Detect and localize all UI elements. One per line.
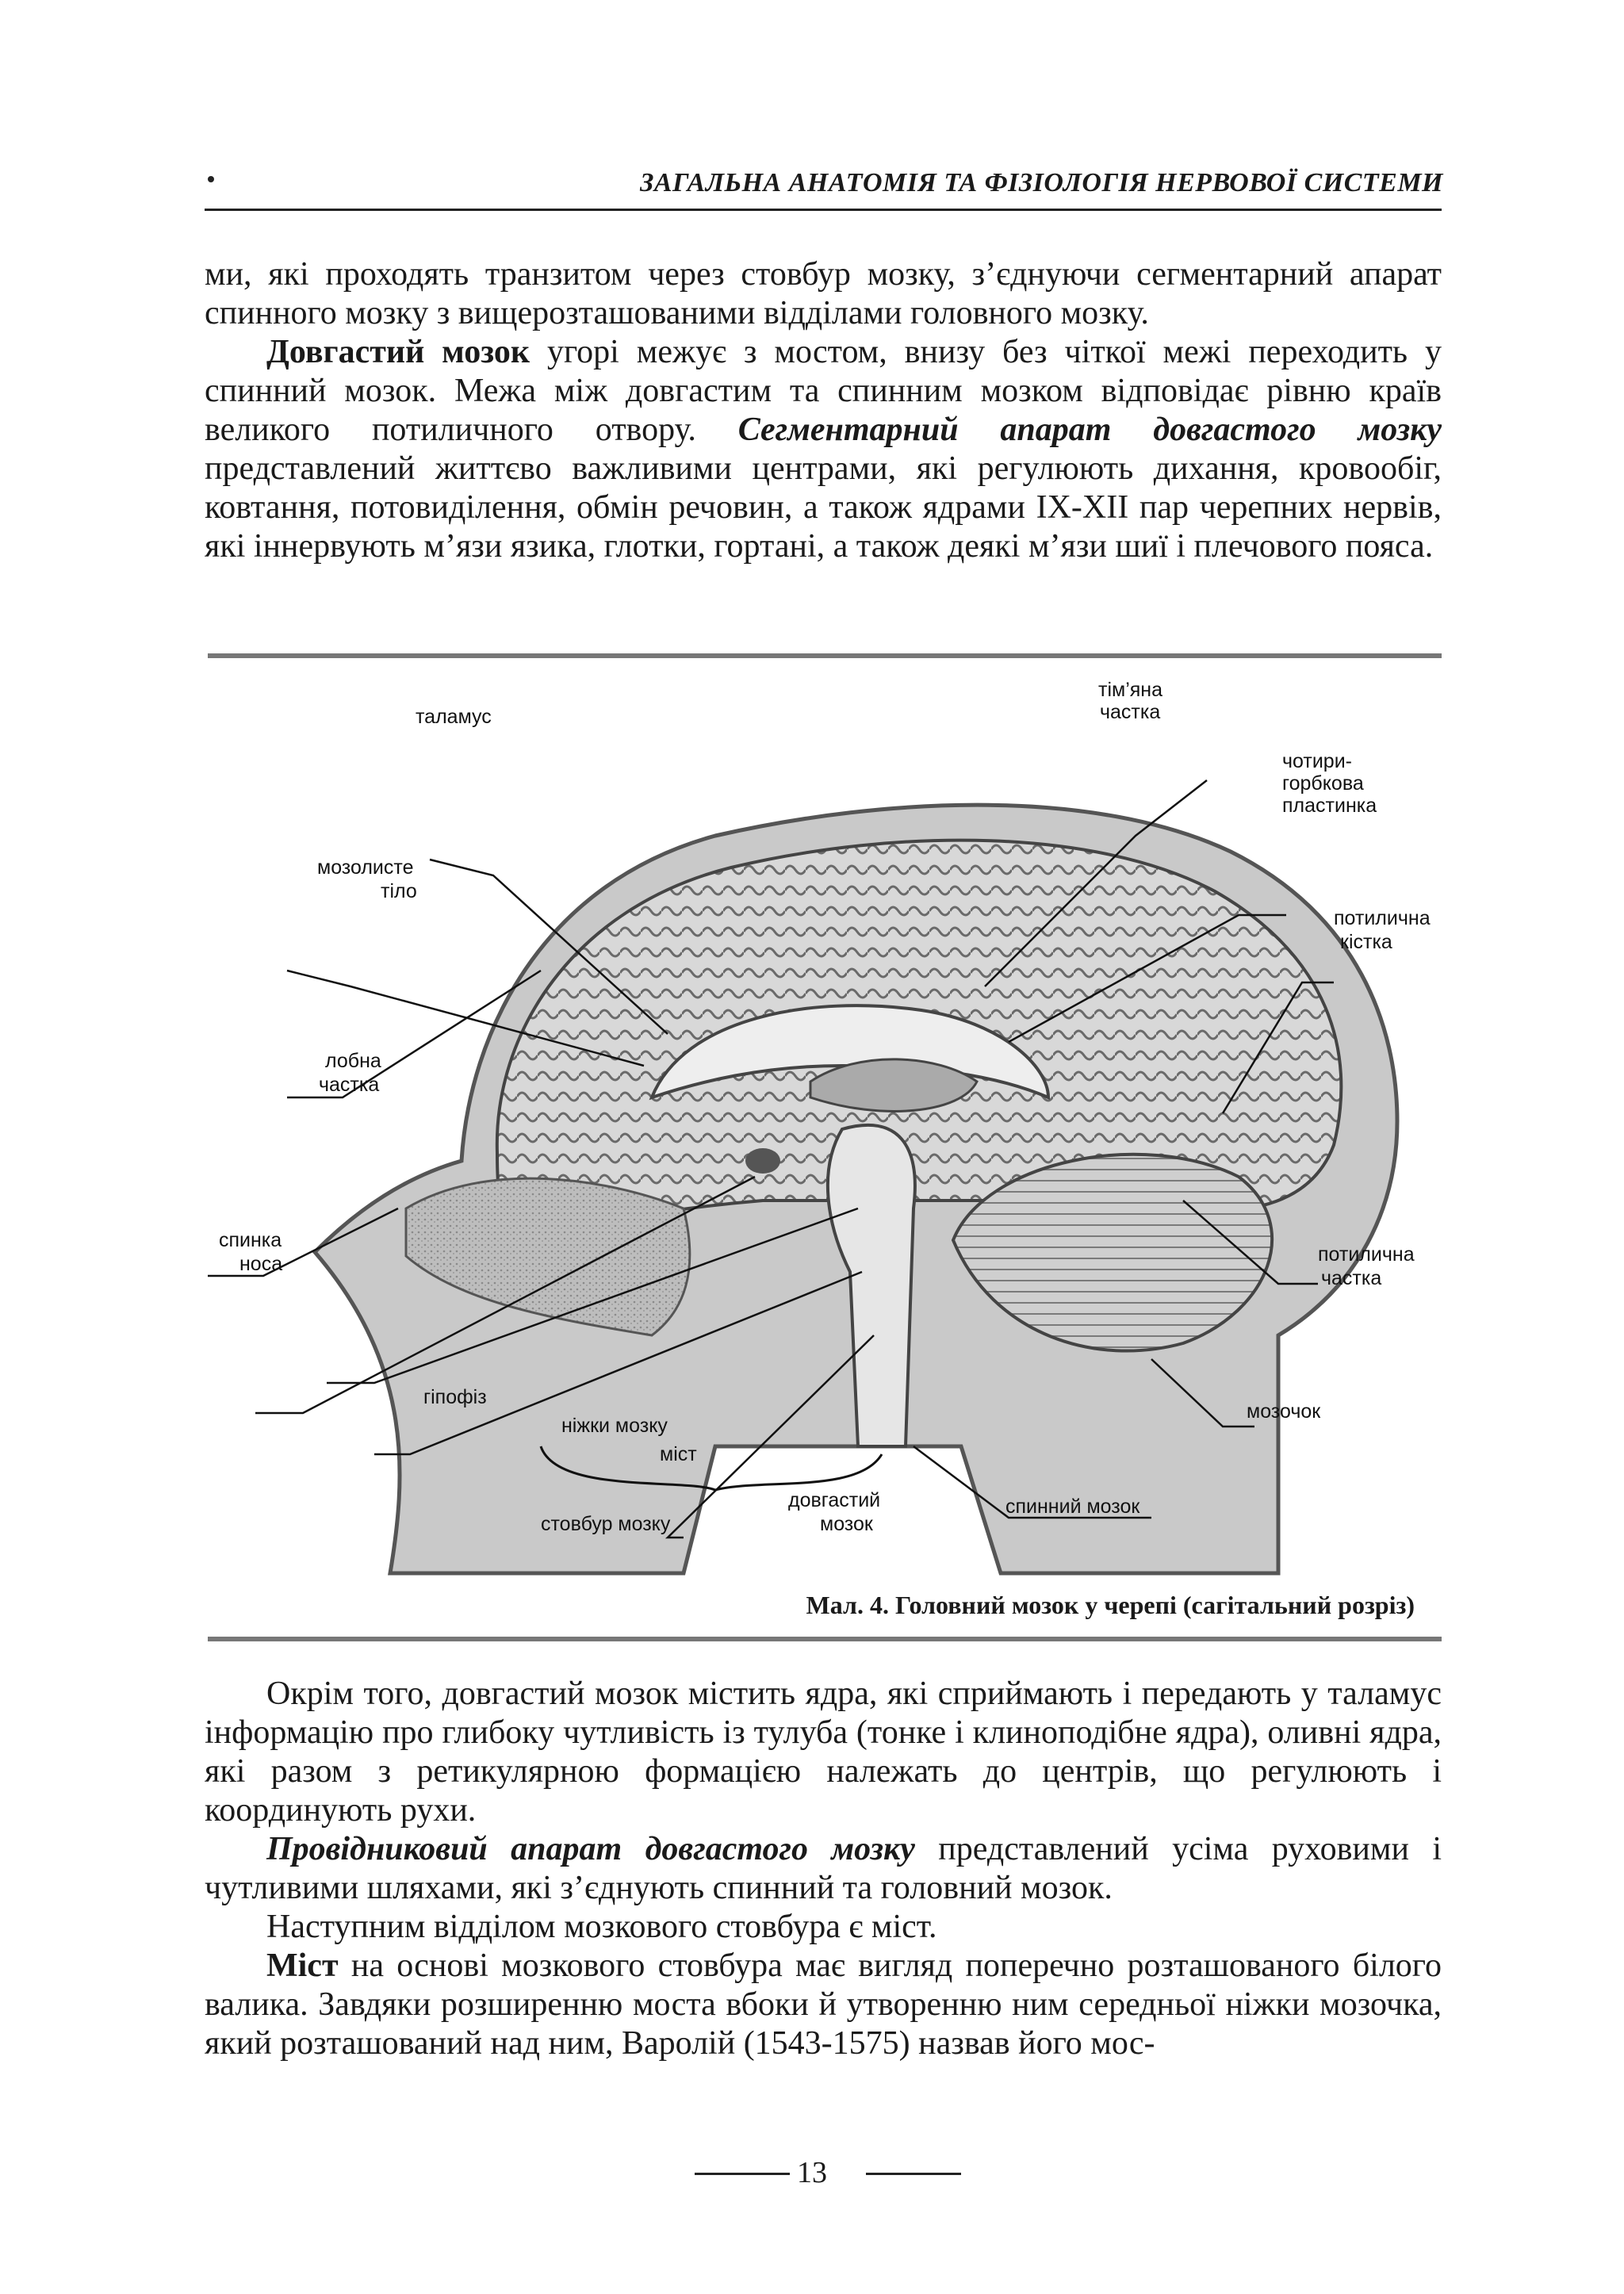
term-medulla: Довгастий мозок <box>266 334 530 370</box>
paragraph-nuclei: Окрім того, довгастий мозок містить ядра, які сприймають і передають у таламус інформацію про глибоку чутливість із тулуба (тонке і клиноподібне ядра), оливні ядра, які разом з ретикулярною формацією належать до центрів, що регулюють і координують рухи. <box>205 1676 1442 1829</box>
term-segmental-apparatus: Сегментарний апарат довгастого мозку <box>737 412 1442 448</box>
header-rule <box>205 209 1442 211</box>
figure-caption: Мал. 4. Головний мозок у черепі (сагітальний розріз) <box>806 1591 1415 1619</box>
paragraph-conductive <box>205 1830 1442 1908</box>
label-brainstem: стовбур мозку <box>541 1513 671 1535</box>
running-header: ЗАГАЛЬНА АНАТОМІЯ ТА ФІЗІОЛОГІЯ НЕРВОВОЇ СИСТЕМИ <box>640 168 1443 197</box>
label-pituitary: гіпофіз <box>423 1386 487 1408</box>
paragraph-medulla <box>205 333 1442 566</box>
figure <box>208 653 1442 1641</box>
label-parietal-2: частка <box>1100 701 1161 723</box>
label-corpus-2: тіло <box>381 880 417 902</box>
paragraph-next-section: Наступним відділом мозкового стовбура є міст. <box>266 1909 937 1945</box>
page-number-rule-right <box>866 2173 961 2175</box>
label-quadrigeminal-1: чотири- <box>1282 750 1352 772</box>
label-peduncles: ніжки мозку <box>561 1415 668 1437</box>
paragraph-text: представлений життєво важливими центрами, які регулюють дихання, кровообіг, ковтання, потовиділення, обмін речовин, а також ядрами IX-XII пар черепних нервів, які іннервують м’язи язика, глотки, гортані, а також деякі м’язи шиї і плечового пояса. <box>205 450 1442 565</box>
label-nose-1: спинка <box>219 1229 282 1251</box>
label-parietal-1: тім’яна <box>1098 679 1162 701</box>
header-bullet <box>208 176 214 182</box>
paragraph-pons <box>205 1947 1442 2063</box>
label-medulla-1: довгастий <box>788 1489 881 1511</box>
label-occipital-bone-2: кістка <box>1340 931 1392 953</box>
page-number: 13 <box>797 2156 827 2189</box>
label-cerebellum: мозочок <box>1247 1400 1321 1423</box>
label-occipital-bone-1: потилична <box>1334 907 1431 929</box>
term-pons: Міст <box>266 1947 339 1984</box>
label-frontal-2: частка <box>319 1074 380 1096</box>
label-pons: міст <box>660 1443 697 1465</box>
paragraph-text: представлений усіма руховими і чутливими шляхами, які з’єднують спинний та головний мозок. <box>205 1831 1442 1906</box>
label-spinal-cord: спинний мозок <box>1005 1496 1140 1518</box>
paragraph-text: угорі межує з мостом, внизу без чіткої межі переходить у спинний мозок. Межа між довгастим та спинним мозком відповідає рівню країв великого потиличного отвору. <box>205 334 1442 448</box>
label-nose-2: носа <box>239 1253 283 1275</box>
top-text-block <box>205 255 1442 566</box>
label-quadrigeminal-3: пластинка <box>1282 795 1377 817</box>
label-thalamus: таламус <box>416 706 492 728</box>
paragraph-text: на основі мозкового стовбура має вигляд поперечно розташованого білого валика. Завдяки розширенню моста вбоки й утворенню ним середньої ніжки мозочка, який розташований над ним, Варолій (1543-1575) назвав його мос- <box>205 1947 1442 2062</box>
pituitary-shape <box>745 1148 780 1174</box>
term-conductive-apparatus: Провідниковий апарат довгастого мозку <box>266 1831 915 1867</box>
label-occipital-lobe-2: частка <box>1321 1267 1382 1289</box>
bottom-text-block <box>205 1675 1442 2063</box>
label-medulla-2: мозок <box>820 1513 873 1535</box>
label-corpus-1: мозолисте <box>317 856 414 879</box>
label-quadrigeminal-2: горбкова <box>1282 772 1364 795</box>
paragraph-continuation: ми, які проходять транзитом через стовбур мозку, з’єднуючи сегментарний апарат спинного мозку з вищерозташованими відділами головного мозку. <box>205 256 1442 331</box>
label-occipital-lobe-1: потилична <box>1318 1243 1415 1266</box>
label-frontal-1: лобна <box>325 1050 381 1072</box>
